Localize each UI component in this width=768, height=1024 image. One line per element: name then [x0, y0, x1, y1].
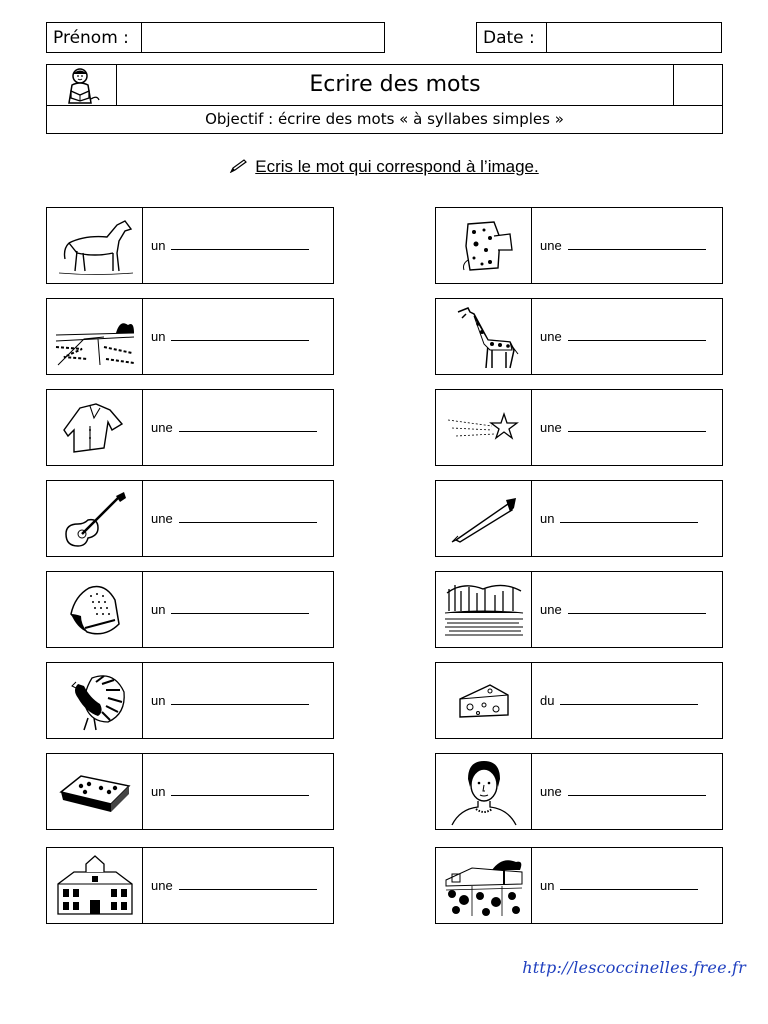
- word-card: [46, 389, 334, 466]
- answer-area[interactable]: [143, 299, 333, 374]
- objective: Objectif : écrire des mots « à syllabes simples »: [46, 105, 723, 134]
- road-landscape-icon: [47, 299, 143, 374]
- answer-area[interactable]: [143, 208, 333, 283]
- word-card: [435, 207, 723, 284]
- giraffe-icon: [436, 299, 532, 374]
- article: une: [540, 238, 562, 253]
- article: une: [540, 329, 562, 344]
- article: une: [151, 878, 173, 893]
- woman-face-icon: [436, 754, 532, 829]
- answer-area[interactable]: [532, 663, 722, 738]
- article: une: [540, 602, 562, 617]
- article: un: [540, 511, 555, 526]
- firstname-label: Prénom :: [53, 28, 129, 48]
- page-title: Ecrire des mots: [309, 72, 481, 97]
- shirt-icon: [47, 390, 143, 465]
- answer-line[interactable]: [568, 605, 706, 614]
- answer-area[interactable]: [532, 481, 722, 556]
- answer-line[interactable]: [171, 787, 309, 796]
- answer-area[interactable]: [532, 754, 722, 829]
- school-building-icon: [47, 848, 143, 923]
- thimble-icon: [47, 572, 143, 647]
- article: une: [151, 511, 173, 526]
- shooting-star-icon: [436, 390, 532, 465]
- title-row: [46, 64, 723, 106]
- word-card: [46, 662, 334, 739]
- word-card: [46, 753, 334, 830]
- answer-line[interactable]: [568, 332, 706, 341]
- answer-area[interactable]: [532, 299, 722, 374]
- article: un: [151, 238, 166, 253]
- answer-line[interactable]: [568, 787, 706, 796]
- answer-line[interactable]: [179, 514, 317, 523]
- answer-area[interactable]: [143, 481, 333, 556]
- answer-area[interactable]: [143, 663, 333, 738]
- article: une: [540, 784, 562, 799]
- article: une: [540, 420, 562, 435]
- instruction-text: Ecris le mot qui correspond à l’image.: [255, 157, 539, 176]
- answer-line[interactable]: [171, 696, 309, 705]
- answer-line[interactable]: [560, 696, 698, 705]
- word-card: [435, 480, 723, 557]
- word-card: [435, 389, 723, 466]
- answer-area[interactable]: [143, 390, 333, 465]
- answer-area[interactable]: [532, 848, 722, 923]
- word-card: [46, 571, 334, 648]
- answer-line[interactable]: [179, 881, 317, 890]
- garden-icon: [436, 848, 532, 923]
- answer-line[interactable]: [568, 423, 706, 432]
- firstname-input-area[interactable]: [141, 23, 385, 52]
- article: un: [151, 784, 166, 799]
- answer-area[interactable]: [532, 208, 722, 283]
- instruction: [0, 155, 768, 180]
- reading-child-icon: [47, 65, 116, 105]
- article: un: [151, 693, 166, 708]
- word-card: [46, 480, 334, 557]
- domino-icon: [47, 754, 143, 829]
- word-card: [435, 847, 723, 924]
- answer-line[interactable]: [568, 241, 706, 250]
- article: un: [151, 602, 166, 617]
- date-label: Date :: [483, 28, 535, 48]
- answer-line[interactable]: [171, 605, 309, 614]
- word-card: [435, 298, 723, 375]
- answer-area[interactable]: [532, 390, 722, 465]
- answer-line[interactable]: [179, 423, 317, 432]
- turkey-icon: [47, 663, 143, 738]
- nail-icon: [436, 481, 532, 556]
- word-card: [435, 662, 723, 739]
- answer-area[interactable]: [143, 754, 333, 829]
- logo-cell: [47, 65, 117, 105]
- word-card: [435, 571, 723, 648]
- cheese-icon: [436, 663, 532, 738]
- word-card: [46, 298, 334, 375]
- article: du: [540, 693, 555, 708]
- answer-line[interactable]: [560, 514, 698, 523]
- sponge-icon: [436, 208, 532, 283]
- date-field[interactable]: [476, 22, 722, 53]
- pencil-icon: [229, 156, 249, 180]
- guitar-icon: [47, 481, 143, 556]
- answer-area[interactable]: [143, 848, 333, 923]
- website-link[interactable]: http://lescoccinelles.free.fr: [522, 958, 746, 977]
- firstname-field[interactable]: [46, 22, 385, 53]
- answer-area[interactable]: [532, 572, 722, 647]
- article: une: [151, 420, 173, 435]
- article: un: [151, 329, 166, 344]
- horse-icon: [47, 208, 143, 283]
- article: un: [540, 878, 555, 893]
- answer-line[interactable]: [560, 881, 698, 890]
- pond-landscape-icon: [436, 572, 532, 647]
- answer-line[interactable]: [171, 332, 309, 341]
- title-right-cell: [673, 65, 722, 105]
- answer-area[interactable]: [143, 572, 333, 647]
- word-card: [46, 207, 334, 284]
- date-input-area[interactable]: [546, 23, 722, 52]
- answer-line[interactable]: [171, 241, 309, 250]
- word-card: [46, 847, 334, 924]
- word-card: [435, 753, 723, 830]
